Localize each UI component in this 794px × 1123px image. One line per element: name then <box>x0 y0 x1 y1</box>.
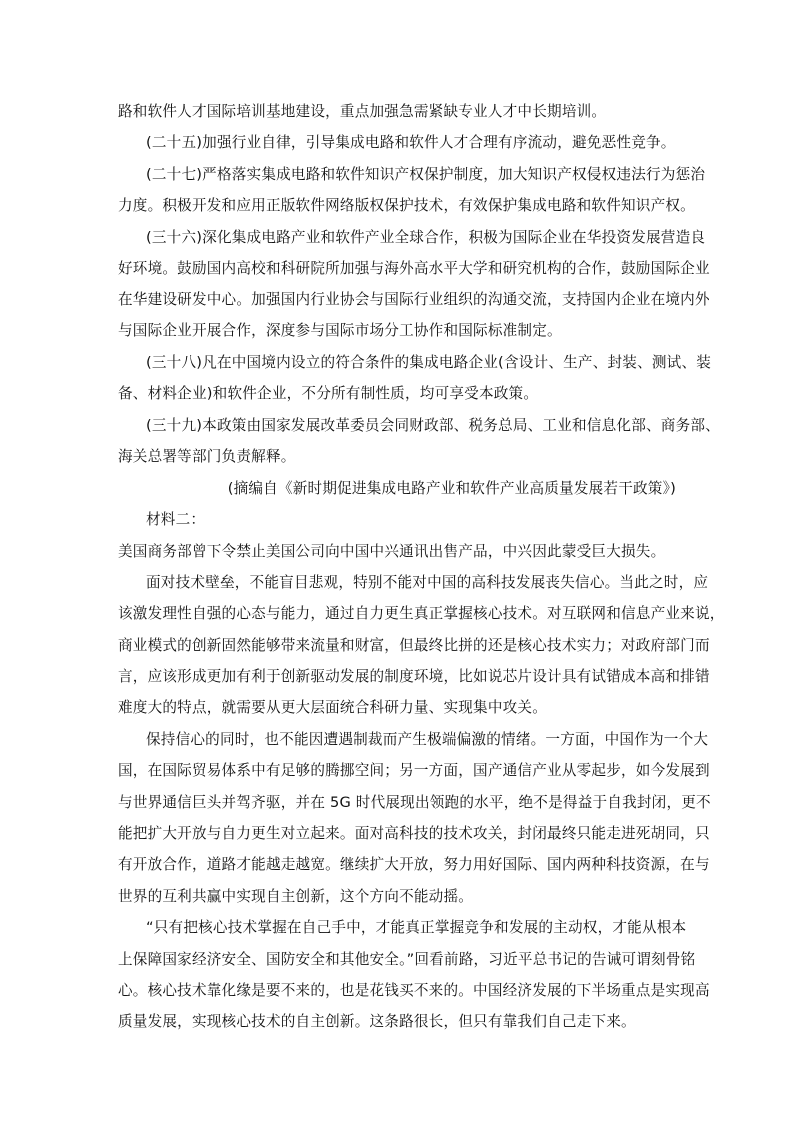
paragraph-line: (三十六)深化集成电路产业和软件产业全球合作，积极为国际企业在华投资发展营造良 <box>146 229 706 246</box>
paragraph-line: 在华建设研发中心。加强国内行业协会与国际行业组织的沟通交流，支持国内企业在境内外 <box>118 291 710 308</box>
paragraph-line: 商业模式的创新固然能够带来流量和财富，但最终比拼的还是核心技术实力；对政府部门而 <box>118 637 710 654</box>
paragraph-line: 有开放合作，道路才能越走越宽。继续扩大开放，努力用好国际、国内两种科技资源，在与 <box>118 856 710 873</box>
paragraph-line: 好环境。鼓励国内高校和科研院所加强与海外高水平大学和研究机构的合作，鼓励国际企业 <box>118 260 710 277</box>
paragraph-line: 保持信心的同时，也不能因遭遇制裁而产生极端偏激的情绪。一方面，中国作为一个大 <box>146 731 709 748</box>
paragraph-line: 海关总署等部门负责解释。 <box>118 448 296 465</box>
paragraph-line: 国，在国际贸易体系中有足够的腾挪空间；另一方面，国产通信产业从零起步，如今发展到 <box>118 762 710 779</box>
paragraph-line: 言，应该形成更加有利于创新驱动发展的制度环境，比如说芯片设计具有试错成本高和排错 <box>118 668 710 685</box>
paragraph-line: 路和软件人才国际培训基地建设，重点加强急需紧缺专业人才中长期培训。 <box>118 103 607 120</box>
paragraph-line: 心。核心技术靠化缘是要不来的，也是花钱买不来的。中国经济发展的下半场重点是实现高 <box>118 982 710 999</box>
paragraph-line: (二十七)严格落实集成电路和软件知识产权保护制度，加大知识产权侵权违法行为惩治 <box>146 166 706 183</box>
paragraph-line: (二十五)加强行业自律，引导集成电路和软件人才合理有序流动，避免恶性竞争。 <box>146 134 676 151</box>
paragraph-line: 美国商务部曾下令禁止美国公司向中国中兴通讯出售产品，中兴因此蒙受巨大损失。 <box>118 543 666 560</box>
paragraph-line: (三十八)凡在中国境内设立的符合条件的集成电路企业(含设计、生产、封装、测试、装 <box>146 354 712 371</box>
paragraph-line: 与世界通信巨头并驾齐驱，并在 5G 时代展现出领跑的水平，绝不是得益于自我封闭，更不 <box>118 794 711 811</box>
paragraph-line: 上保障国家经济安全、国防安全和其他安全。”回看前路，习近平总书记的告诫可谓刻骨铭 <box>118 951 696 968</box>
paragraph-line: (三十九)本政策由国家发展改革委员会同财政部、税务总局、工业和信息化部、商务部、 <box>146 417 720 434</box>
paragraph-line: 该激发理性自强的心态与能力，通过自力更生真正掌握核心技术。对互联网和信息产业来说， <box>118 605 725 622</box>
paragraph-line: 与国际企业开展合作，深度参与国际市场分工协作和国际标准制定。 <box>118 322 562 339</box>
paragraph-line: 力度。积极开发和应用正版软件网络版权保护技术，有效保护集成电路和软件知识产权。 <box>118 197 695 214</box>
source-citation: (摘编自《新时期促进集成电路产业和软件产业高质量发展若干政策》) <box>227 480 676 497</box>
paragraph-line: 面对技术壁垒，不能盲目悲观，特别不能对中国的高科技发展丧失信心。当此之时，应 <box>146 574 709 591</box>
paragraph-line: 质量发展，实现核心技术的自主创新。这条路很长，但只有靠我们自己走下来。 <box>118 1013 636 1030</box>
paragraph-line: 难度大的特点，就需要从更大层面统合科研力量、实现集中攻关。 <box>118 699 548 716</box>
section-heading: 材料二： <box>146 511 206 528</box>
paragraph-line: 世界的互利共赢中实现自主创新，这个方向不能动摇。 <box>118 888 474 905</box>
paragraph-line: 备、材料企业)和软件企业，不分所有制性质，均可享受本政策。 <box>118 385 539 402</box>
paragraph-line: “只有把核心技术掌握在自己手中，才能真正掌握竞争和发展的主动权，才能从根本 <box>146 919 687 936</box>
paragraph-line: 能把扩大开放与自力更生对立起来。面对高科技的技术攻关，封闭最终只能走进死胡同，只 <box>118 825 710 842</box>
